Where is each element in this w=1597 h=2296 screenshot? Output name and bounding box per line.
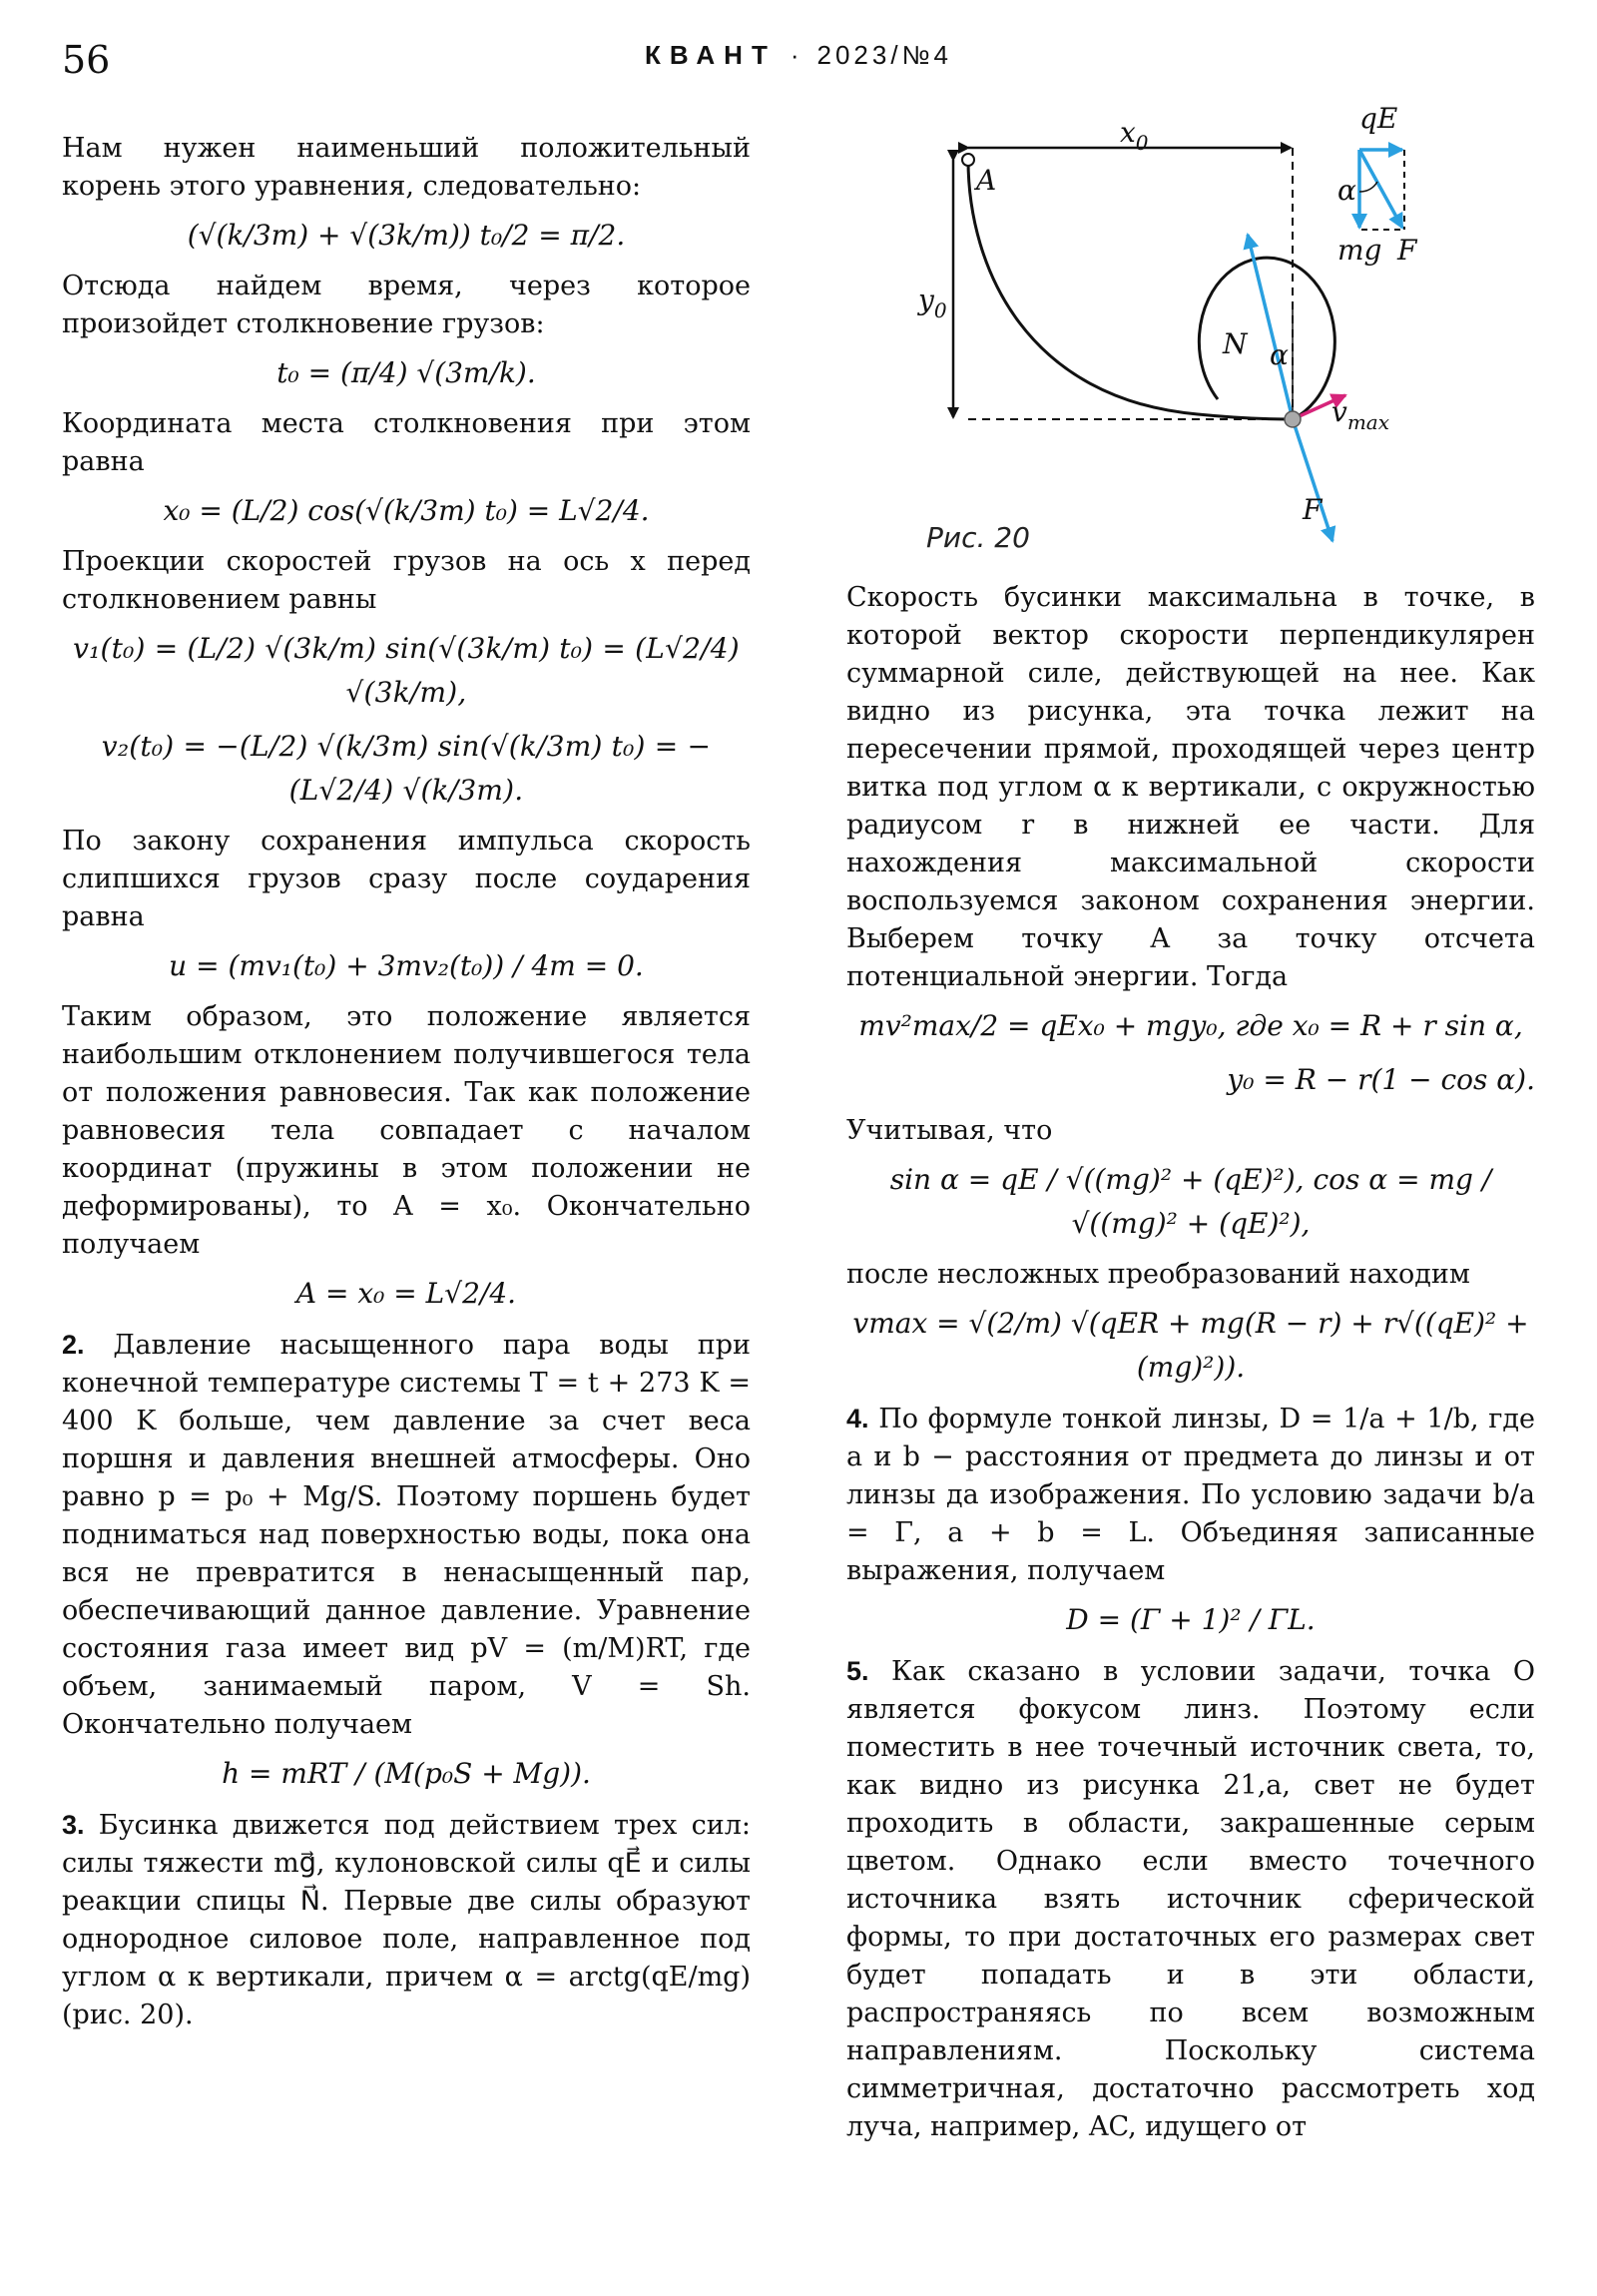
right-column	[846, 579, 1535, 2152]
label-mg: mg	[1337, 234, 1382, 267]
label-f: F	[1303, 493, 1323, 526]
issue-number: 2023/№4	[816, 40, 952, 70]
formula-vmax: vmax = √(2/m) √(qER + mg(R − r) + r√((qE)² + (mg)²)).	[852, 1307, 1529, 1384]
formula-d: D = (Γ + 1)² / ΓL.	[1066, 1603, 1316, 1636]
label-a: A	[976, 164, 997, 197]
left-paragraph-6: Таким образом, это положение является наибольшим отклонением получившегося тела от положения равновесия. Так как положение равновесия тела совпадает с началом координат (пружины в этом положении не деформированы), то A = x₀. Окончательно получаем	[62, 1001, 751, 1260]
problem-2-number: 2.	[62, 1330, 85, 1360]
label-f-triangle: F	[1397, 234, 1417, 267]
page-number: 56	[62, 38, 111, 82]
problem-3-number: 3.	[62, 1810, 85, 1840]
f-vector-arrow	[1359, 150, 1402, 228]
left-column	[62, 130, 751, 2040]
problem-2-text: Давление насыщенного пара воды при конечной температуре системы T = t + 273 K = 400 K больше, чем давление за счет веса поршня и давления внешней атмосферы. Оно равно p = p₀ + Mg/S. Поэтому поршень будет подниматься над поверхностью воды, пока она вся не превратится в ненасыщенный пар, обеспечивающий данное давление. Уравнение состояния газа имеет вид pV = (m/M)RT, где объем, занимаемый паром, V = Sh. Окончательно получаем	[62, 1330, 751, 1740]
problem-4-number: 4.	[846, 1404, 869, 1434]
left-paragraph-1: Нам нужен наименьший положительный корень этого уравнения, следовательно:	[62, 133, 751, 202]
label-alpha: α	[1270, 338, 1289, 371]
formula-t0: t₀ = (π/4) √(3m/k).	[276, 356, 536, 389]
formula-v2: v₂(t₀) = −(L/2) √(k/3m) sin(√(k/3m) t₀) = −(L√2/4) √(k/3m).	[101, 730, 712, 807]
formula-x0: x₀ = (L/2) cos(√(k/3m) t₀) = L√2/4.	[163, 494, 650, 527]
formula-h: h = mRT / (M(p₀S + Mg)).	[222, 1757, 591, 1790]
formula-u: u = (mv₁(t₀) + 3mv₂(t₀)) / 4m = 0.	[169, 949, 644, 982]
formula-a: A = x₀ = L√2/4.	[295, 1277, 517, 1310]
right-paragraph-problem-4	[846, 1400, 1535, 1590]
figure-caption: Рис. 20	[926, 521, 1030, 554]
magazine-title: КВАНТ	[645, 40, 777, 70]
formula-t0-condition: (√(k/3m) + √(3k/m)) t₀/2 = π/2.	[187, 219, 626, 252]
left-paragraph-problem-2	[62, 1326, 751, 1744]
formula-energy: mv²max/2 = qEx₀ + mgy₀, где x₀ = R + r sin α,	[858, 1009, 1523, 1042]
alpha-arc-triangle	[1359, 182, 1377, 192]
point-a	[962, 154, 974, 166]
left-paragraph-3: Координата места столкновения при этом равна	[62, 408, 751, 477]
figure-20	[898, 102, 1537, 569]
left-paragraph-5: По закону сохранения импульса скорость слипшихся грузов сразу после соударения равна	[62, 826, 751, 932]
label-alpha-triangle: α	[1337, 174, 1356, 207]
label-vmax: $v_{max}$	[1331, 395, 1389, 434]
right-paragraph-1: Скорость бусинки максимальна в точке, в которой вектор скорости перпендикулярен суммарной силе, действующей на нее. Как видно из рисунка, эта точка лежит на пересечении прямой, проходящей через центр витка под углом α к вертикали, с окружностью радиусом r в нижней ее части. Для нахождения максимальной скорости воспользуемся законом сохранения энергии. Выберем точку A за точку отсчета потенциальной энергии. Тогда	[846, 582, 1535, 992]
right-paragraph-3: после несложных преобразований находим	[846, 1259, 1470, 1290]
label-n: N	[1223, 327, 1248, 360]
header-separator: ·	[790, 40, 803, 70]
label-x0: $x_0$	[1120, 116, 1149, 155]
problem-3-text: Бусинка движется под действием трех сил: силы тяжести mg⃗, кулоновской силы qE⃗ и силы реакции спицы N⃗. Первые две силы образуют однородное силовое поле, направленное под углом α к вертикали, причем α = arctg(qE/mg) (рис. 20).	[62, 1810, 751, 2030]
left-paragraph-problem-3	[62, 1806, 751, 2034]
running-head	[0, 40, 1597, 71]
problem-5-text: Как сказано в условии задачи, точка O является фокусом линз. Поэтому если поместить в нее точечный источник света, то, как видно из рисунка 21,a, свет не будет проходить в области, закрашенные серым цветом. Однако если вместо точечного источника взять источник сферической формы, то при достаточных его размерах свет будет попадать и в эти области, распространяясь по всем возможным направлениям. Поскольку система симметричная, достаточно рассмотреть ход луча, например, AC, идущего от	[846, 1656, 1535, 2142]
label-qe: qE	[1359, 102, 1398, 135]
formula-v1: v₁(t₀) = (L/2) √(3k/m) sin(√(3k/m) t₀) = (L√2/4) √(3k/m),	[73, 632, 740, 709]
loop-circle	[1199, 258, 1334, 419]
left-paragraph-4: Проекции скоростей грузов на ось x перед столкновением равны	[62, 546, 751, 615]
bead	[1285, 411, 1301, 427]
problem-5-number: 5.	[846, 1656, 869, 1686]
label-y0: $y_0$	[918, 284, 947, 322]
formula-y0: y₀ = R − r(1 − cos α).	[1227, 1063, 1535, 1096]
bead-trajectory-curve	[968, 160, 1293, 419]
problem-4-text: По формуле тонкой линзы, D = 1/a + 1/b, где a и b − расстояния от предмета до линзы и от линзы да изображения. По условию задачи b/a = Γ, a + b = L. Объединяя записанные выражения, получаем	[846, 1404, 1535, 1586]
left-paragraph-2: Отсюда найдем время, через которое произойдет столкновение грузов:	[62, 271, 751, 339]
right-paragraph-problem-5	[846, 1652, 1535, 2146]
formula-sin-cos: sin α = qE / √((mg)² + (qE)²), cos α = mg / √((mg)² + (qE)²),	[889, 1163, 1492, 1240]
right-paragraph-2: Учитывая, что	[846, 1115, 1053, 1146]
